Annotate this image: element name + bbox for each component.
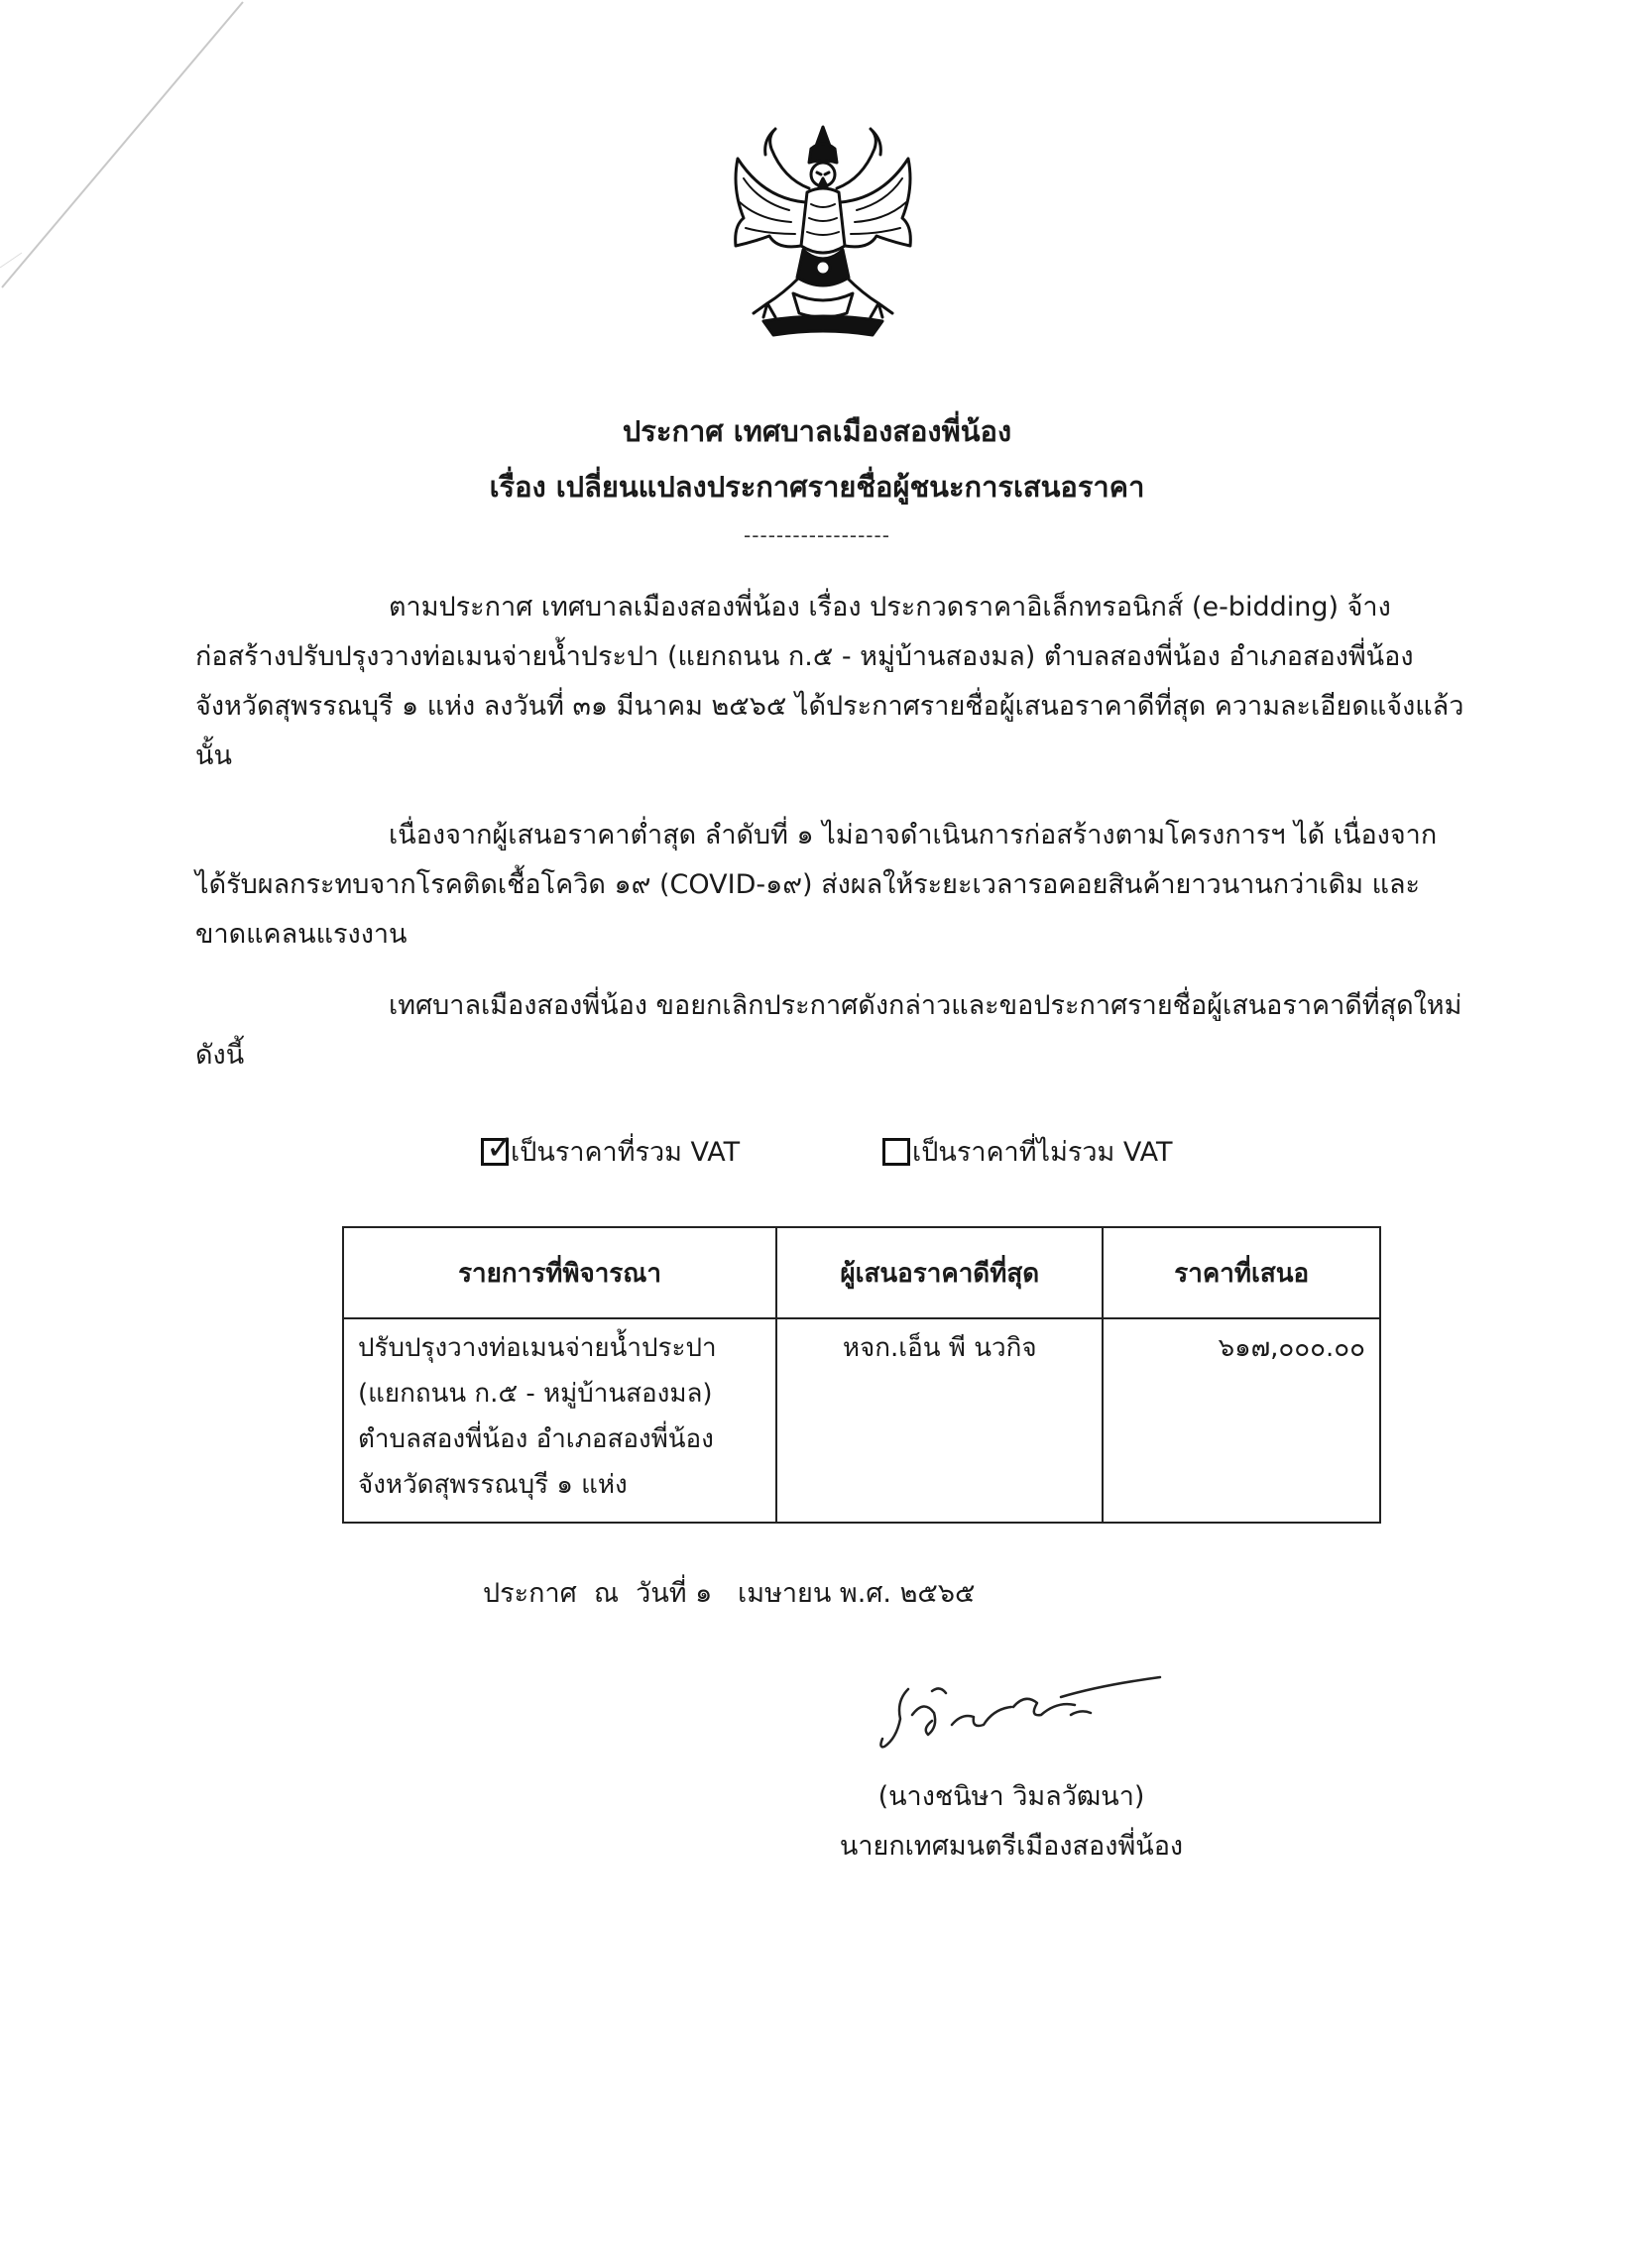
item-cell [343, 1318, 776, 1523]
table-row [343, 1318, 1380, 1523]
announcement-date: ประกาศ ณ วันที่ ๑ เมษายน พ.ศ. ๒๕๖๕ [483, 1578, 976, 1609]
vat-options [0, 1127, 1634, 1180]
item-line: ตำบลสองพี่น้อง อำเภอสองพี่น้อง [358, 1424, 714, 1454]
winner-table [342, 1226, 1381, 1524]
header-price: ราคาที่เสนอ [1103, 1227, 1380, 1318]
vat-excluded-label: เป็นราคาที่ไม่รวม VAT [912, 1137, 1173, 1168]
vat-included-label: เป็นราคาที่รวม VAT [511, 1137, 741, 1168]
title-divider: ------------------ [744, 523, 890, 547]
paragraph-reference: ตามประกาศ เทศบาลเมืองสองพี่น้อง เรื่อง ประกวดราคาอิเล็กทรอนิกส์ (e-bidding) จ้างก่อสร้างปรับปรุงวางท่อเมนจ่ายน้ำประปา (แยกถนน ก.๕ - หมู่บ้านสองมล) ตำบลสองพี่น้อง อำเภอสองพี่น้อง จังหวัดสุพรรณบุรี ๑ แห่ง ลงวันที่ ๓๑ มีนาคม ๒๕๖๕ ได้ประกาศรายชื่อผู้เสนอราคาดีที่สุด ความละเอียดแจ้งแล้วนั้น [195, 592, 1464, 771]
vat-excluded-option [882, 1130, 1173, 1173]
paragraph-reason: เนื่องจากผู้เสนอราคาต่ำสุด ลำดับที่ ๑ ไม่อาจดำเนินการก่อสร้างตามโครงการฯ ได้ เนื่องจากได้รับผลกระทบจากโรคติดเชื้อโควิด ๑๙ (COVID-๑๙) ส่งผลให้ระยะเวลารอคอยสินค้ายาวนานกว่าเดิม และขาดแคลนแรงงาน [195, 820, 1438, 950]
header-bidder: ผู้เสนอราคาดีที่สุด [776, 1227, 1103, 1318]
signer-name: (นางชนิษา วิมลวัฒนา) [877, 1781, 1145, 1812]
document-title: ประกาศ เทศบาลเมืองสองพี่น้อง [622, 414, 1012, 448]
signer-title: นายกเทศมนตรีเมืองสองพี่น้อง [839, 1831, 1184, 1862]
item-line: จังหวัดสุพรรณบุรี ๑ แห่ง [358, 1470, 628, 1500]
document-subject: เรื่อง เปลี่ยนแปลงประกาศรายชื่อผู้ชนะการเสนอราคา [489, 470, 1145, 504]
item-line: (แยกถนน ก.๕ - หมู่บ้านสองมล) [358, 1379, 713, 1409]
empty-checkbox-icon [882, 1138, 910, 1166]
bidder-cell: หจก.เอ็น พี นวกิจ [776, 1318, 1103, 1523]
table-header-row [343, 1227, 1380, 1318]
vat-included-option [481, 1127, 741, 1173]
garuda-emblem-icon [724, 119, 922, 347]
handwritten-signature [863, 1655, 1180, 1774]
paragraph-announcement: เทศบาลเมืองสองพี่น้อง ขอยกเลิกประกาศดังกล่าวและขอประกาศรายชื่อผู้เสนอราคาดีที่สุดใหม่ ดังนี้ [195, 990, 1462, 1071]
item-line: ปรับปรุงวางท่อเมนจ่ายน้ำประปา [358, 1333, 717, 1363]
price-cell: ๖๑๗,๐๐๐.๐๐ [1103, 1318, 1380, 1523]
folded-corner-mark [0, 0, 258, 297]
checked-box-icon: ✓ [481, 1138, 509, 1166]
header-item: รายการที่พิจารณา [343, 1227, 776, 1318]
